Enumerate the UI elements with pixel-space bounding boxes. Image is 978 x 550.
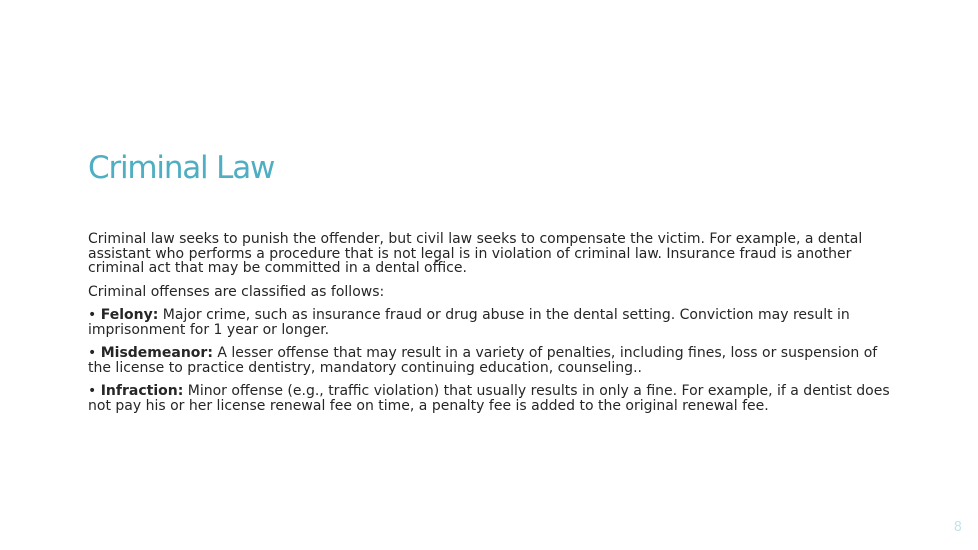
bullet-item-misdemeanor <box>88 346 898 375</box>
bullet-marker: • <box>88 307 97 323</box>
bullet-marker: • <box>88 383 97 399</box>
slide-number: 8 <box>953 520 962 535</box>
slide-body <box>88 232 898 422</box>
bullet-item-felony <box>88 308 898 337</box>
bullet-text: A lesser offense that may result in a variety of penalties, including fines, loss or suspension of the license to practice dentistry, mandatory continuing education, counseling.. <box>88 345 878 376</box>
bullet-item-infraction <box>88 384 898 413</box>
bullet-text: Minor offense (e.g., traffic violation) that usually results in only a fine. For example, if a dentist does not pay his or her license renewal fee on time, a penalty fee is added to the original renewal fee. <box>88 383 890 414</box>
classification-intro: Criminal offenses are classified as follows: <box>88 283 385 300</box>
slide-title: Criminal Law <box>88 150 275 186</box>
bullet-term: Misdemeanor: <box>100 345 213 361</box>
bullet-term: Felony: <box>100 307 159 323</box>
bullet-marker: • <box>88 345 97 361</box>
intro-paragraph: Criminal law seeks to punish the offender, but civil law seeks to compensate the victim. For example, a dental assistant who performs a procedure that is not legal is in violation of criminal law. Insurance fraud is another criminal act that may be committed in a dental office. <box>88 231 863 276</box>
bullet-term: Infraction: <box>100 383 184 399</box>
bullet-text: Major crime, such as insurance fraud or drug abuse in the dental setting. Conviction may result in imprisonment for 1 year or longer. <box>88 307 850 338</box>
